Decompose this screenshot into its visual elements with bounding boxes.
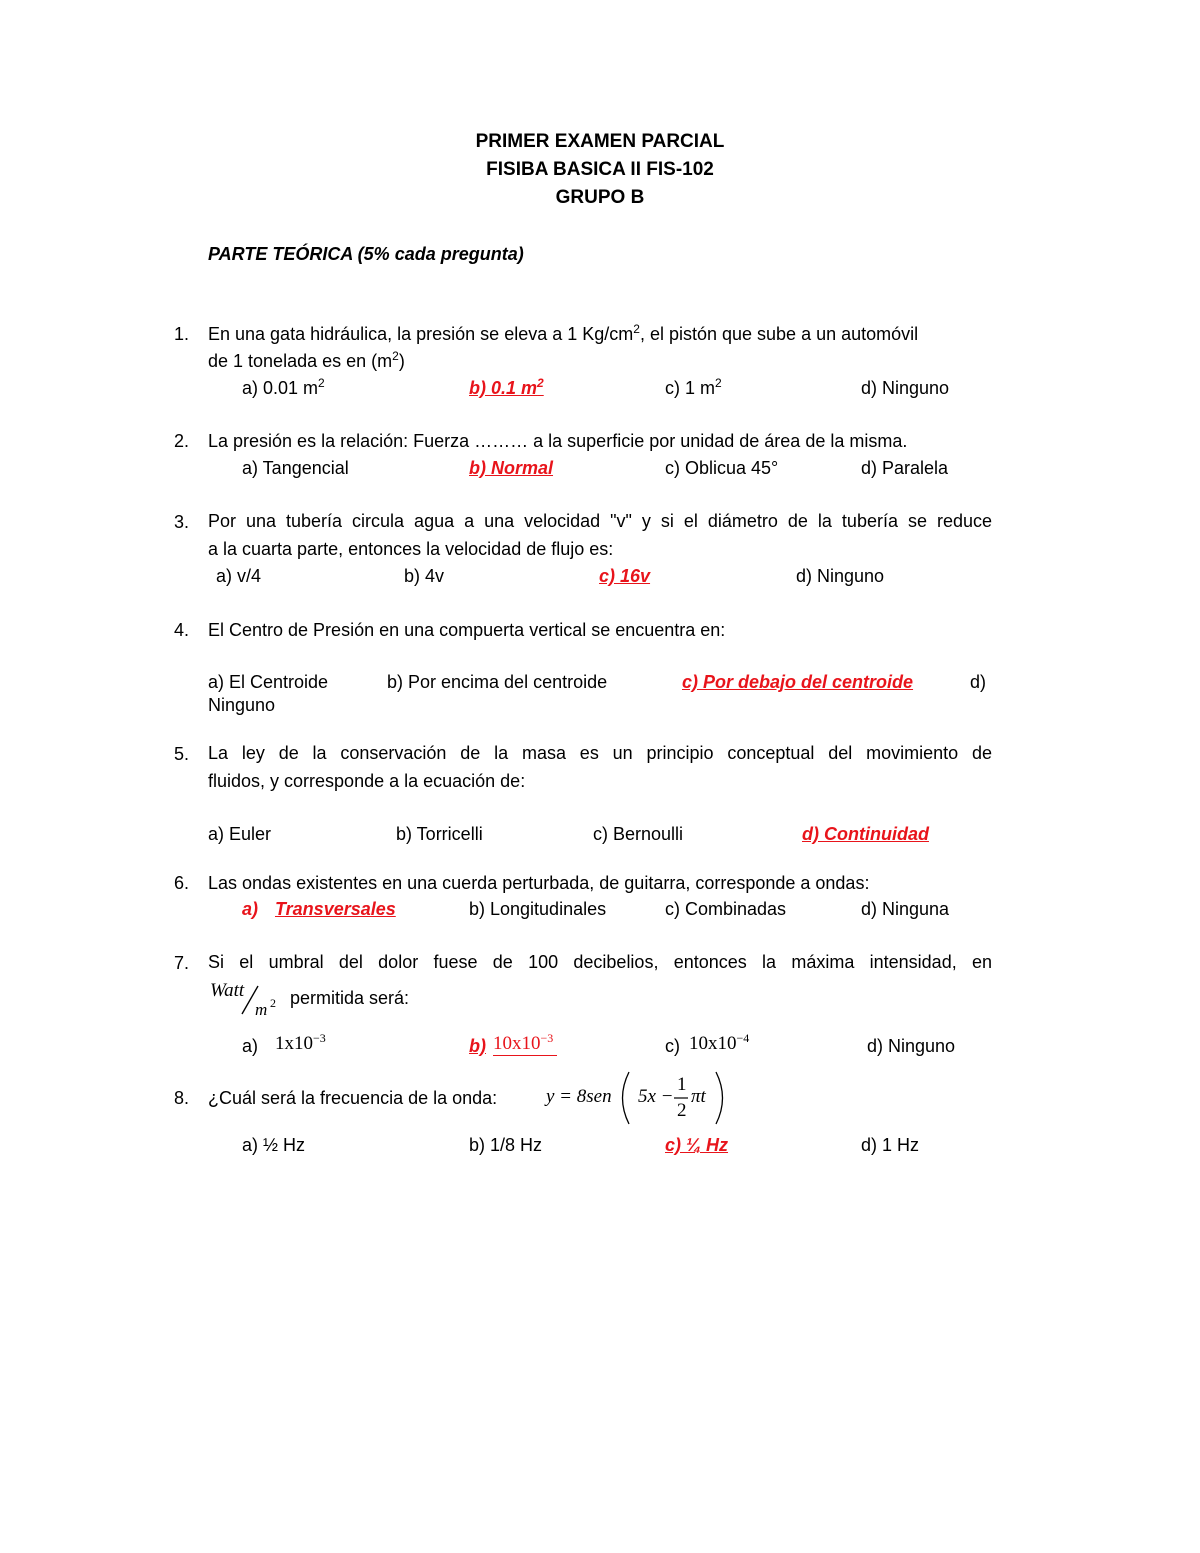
- option-a: a) Tangencial: [242, 458, 349, 478]
- question-number: 3.: [174, 512, 190, 532]
- unit-fraction: [208, 978, 288, 1022]
- correct-answer-label: a): [242, 899, 259, 919]
- correct-answer: b) 0.1 $m^2$: [469, 376, 544, 398]
- option-d: d) Ninguno: [796, 566, 885, 586]
- option-a: a) El Centroide: [208, 672, 329, 692]
- question-4-text: El Centro de Presión en una compuerta vertical se encuentra en:: [208, 620, 726, 640]
- correct-answer: c) 16v: [599, 566, 651, 586]
- option-b: b) 1/8 Hz: [469, 1135, 543, 1155]
- correct-answer-label: b): [469, 1036, 486, 1056]
- option-d-cont: Ninguno: [208, 695, 276, 715]
- question-1-text-cont: de 1 tonelada es en $(m^2)$: [208, 349, 405, 371]
- correct-answer: d) Continuidad: [802, 824, 929, 844]
- option-c-label: c): [665, 1036, 680, 1056]
- fraction-numerator: 1: [677, 1074, 687, 1095]
- option-c: $10x10^{-4}$: [689, 1031, 750, 1054]
- question-number: 4.: [174, 620, 190, 640]
- option-a: a) v/4: [216, 566, 262, 586]
- option-c: c) Combinadas: [665, 899, 787, 919]
- option-b: b) Longitudinales: [469, 899, 607, 919]
- option-a: a) ½ Hz: [242, 1135, 306, 1155]
- correct-answer: c) Por debajo del centroide: [682, 672, 914, 692]
- question-7-text-cont: permitida será:: [290, 988, 410, 1008]
- unit-exponent: 2: [270, 996, 276, 1010]
- equation-inner: 5x −: [638, 1086, 674, 1107]
- option-a-label: a): [242, 1036, 259, 1056]
- equation-tail: πt: [691, 1086, 706, 1107]
- question-number: 6.: [174, 873, 190, 893]
- exam-title: PRIMER EXAMEN PARCIAL: [475, 131, 725, 152]
- option-a: a) Euler: [208, 824, 272, 844]
- question-3-text-cont: a la cuarta parte, entonces la velocidad de flujo es:: [208, 539, 614, 559]
- group-title: GRUPO B: [555, 187, 645, 208]
- question-5-text-cont: fluidos, y corresponde a la ecuación de:: [208, 771, 526, 791]
- question-1-text: En una gata hidráulica, la presión se eleva a 1 $Kg/cm^2$, el pistón que sube a un automóvil: [208, 322, 919, 344]
- option-d: d) Ninguna: [861, 899, 950, 919]
- correct-answer: b) Normal: [469, 458, 554, 478]
- option-d: d): [970, 672, 987, 692]
- unit-denominator: m: [255, 1000, 268, 1019]
- option-c: c) Oblicua 45°: [665, 458, 779, 478]
- option-a: a) 0.01 $m^2$: [242, 376, 325, 398]
- course-title: FISIBA BASICA II FIS-102: [486, 159, 714, 180]
- question-5-text: La ley de la conservación de la masa es un principio conceptual del movimiento de: [208, 743, 992, 763]
- option-d: d) Paralela: [861, 458, 949, 478]
- option-d: d) Ninguno: [861, 378, 950, 398]
- question-6-text: Las ondas existentes en una cuerda perturbada, de guitarra, corresponde a ondas:: [208, 873, 870, 893]
- option-a: $1x10^{-3}$: [275, 1031, 326, 1054]
- question-number: 8.: [174, 1088, 190, 1108]
- option-d: d) 1 Hz: [861, 1135, 920, 1155]
- option-b: b) 4v: [404, 566, 445, 586]
- question-7-text: Si el umbral del dolor fuese de 100 decibelios, entonces la máxima intensidad, en: [208, 952, 992, 972]
- equation-left: y = 8sen: [546, 1086, 612, 1107]
- question-8-text: ¿Cuál será la frecuencia de la onda:: [208, 1088, 498, 1108]
- option-c: c) 1 $m^2$: [665, 376, 722, 398]
- section-title: PARTE TEÓRICA (5% cada pregunta): [208, 244, 524, 264]
- option-b: b) Por encima del centroide: [387, 672, 608, 692]
- question-2-text: La presión es la relación: Fuerza ……… a la superficie por unidad de área de la misma.: [208, 431, 908, 451]
- option-d: d) Ninguno: [867, 1036, 956, 1056]
- question-number: 2.: [174, 431, 190, 451]
- question-number: 5.: [174, 744, 190, 764]
- question-number: 1.: [174, 324, 190, 344]
- fraction-slash: [208, 978, 288, 1022]
- correct-answer: $10x10^{-3}$: [493, 1033, 557, 1056]
- unit-numerator: Watt: [210, 980, 245, 1001]
- option-c: c) Bernoulli: [593, 824, 684, 844]
- wave-equation: [546, 1068, 726, 1128]
- question-number: 7.: [174, 953, 190, 973]
- option-b: b) Torricelli: [396, 824, 483, 844]
- correct-answer: Transversales: [275, 899, 396, 919]
- correct-answer: c) ¼ Hz: [665, 1135, 729, 1155]
- question-3-text: Por una tubería circula agua a una velocidad "v" y si el diámetro de la tubería se reduce: [208, 511, 992, 531]
- fraction-denominator: 2: [677, 1100, 687, 1121]
